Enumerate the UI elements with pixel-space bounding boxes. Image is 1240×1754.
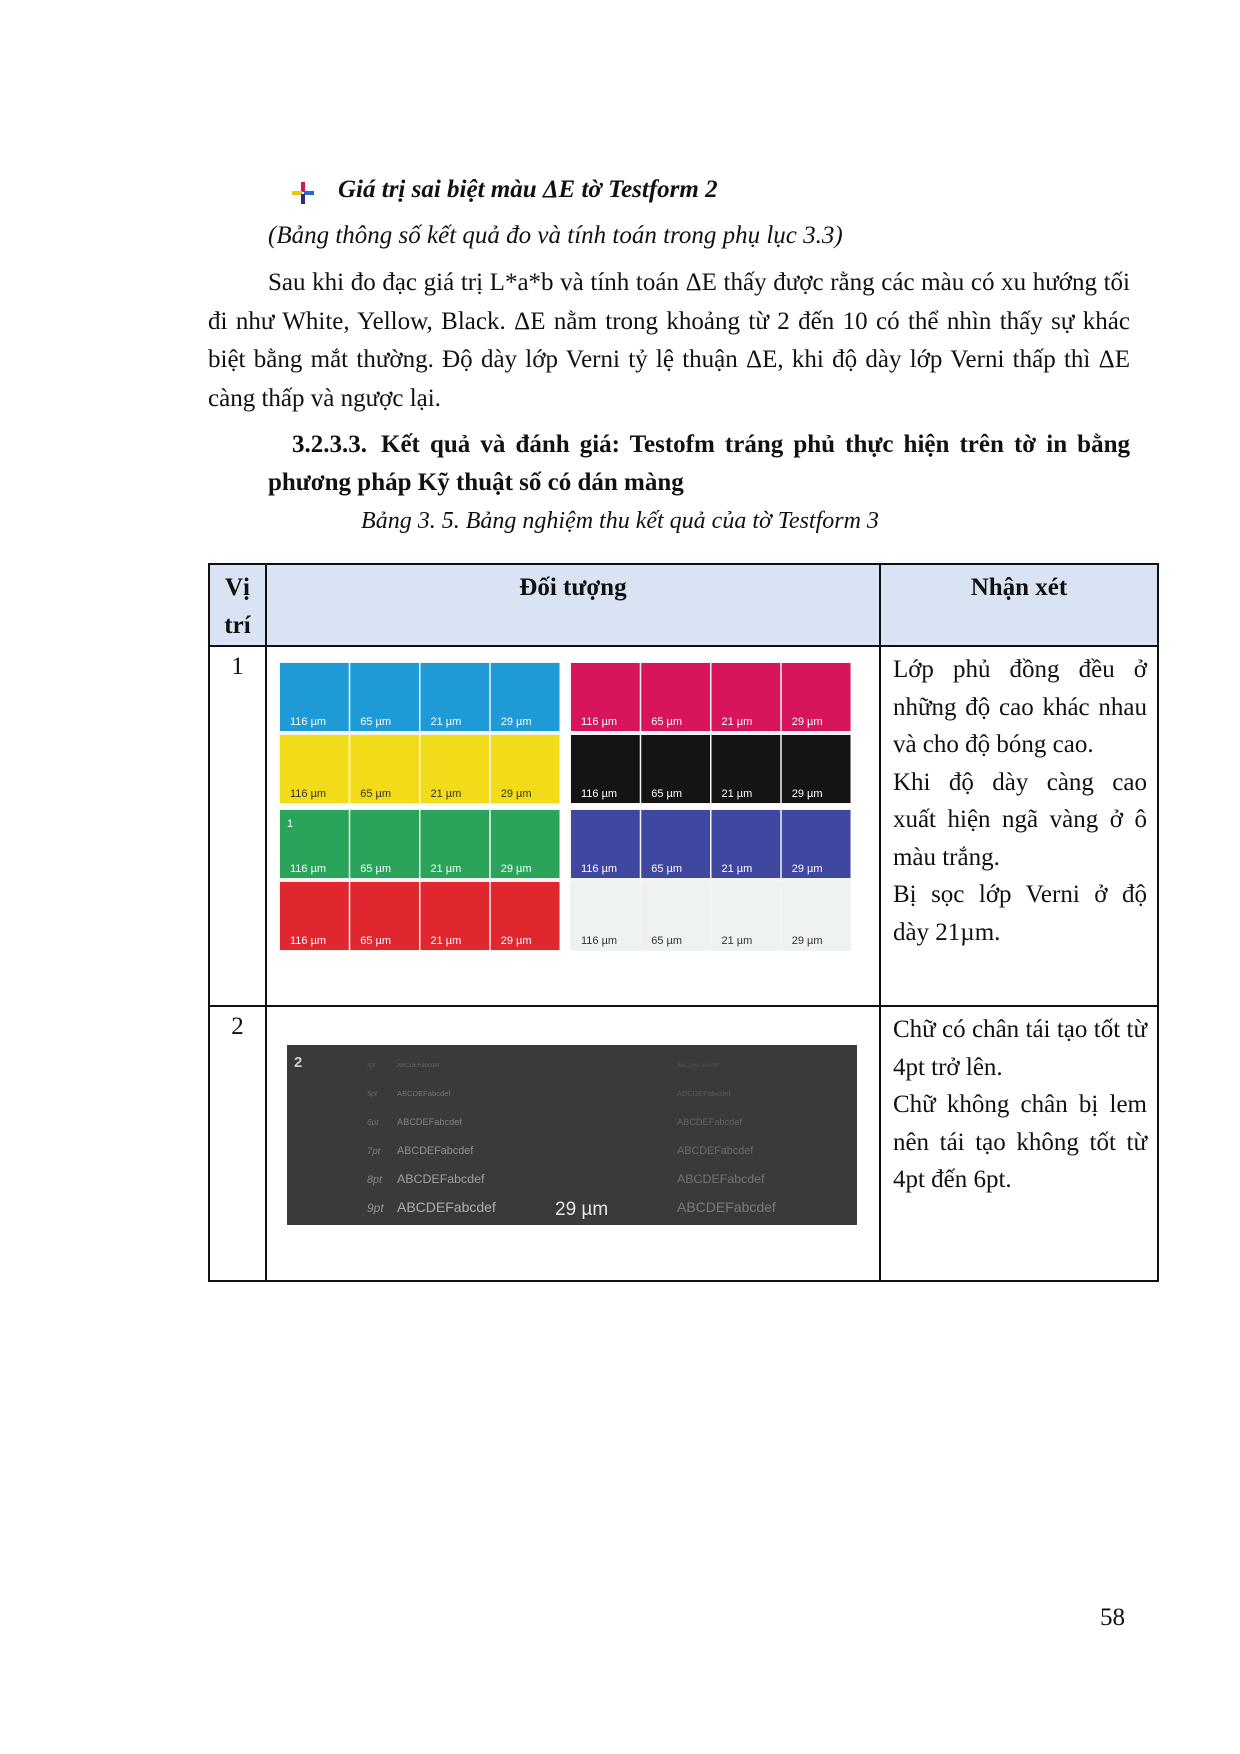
section-heading: Giá trị sai biệt màu ΔE tờ Testform 2 <box>338 176 718 203</box>
sans-sample-text: ABCDEFabcdef <box>396 1117 462 1127</box>
thickness-label: 21 µm <box>430 788 462 800</box>
table-row <box>209 646 1158 1006</box>
thickness-label: 29 µm <box>791 788 823 800</box>
thickness-label: 65 µm <box>651 935 682 947</box>
serif-sample-text: ABCDEFabcdef <box>676 1117 742 1127</box>
row-position: 1 <box>209 646 266 1006</box>
thickness-label: 21 µm <box>721 716 753 728</box>
thickness-label: 65 µm <box>651 716 682 728</box>
color-panel <box>279 662 560 804</box>
row-remark <box>880 1006 1158 1281</box>
thickness-label: 29 µm <box>791 716 823 728</box>
remark-line: Bị sọc lớp Verni ở độ dày 21µm. <box>892 881 1147 946</box>
thickness-label: 29 µm <box>500 716 532 728</box>
serif-sample-text: ABCDEFabcdef <box>676 1145 754 1157</box>
header-position: Vị trí <box>209 564 266 646</box>
thickness-label: 29 µm <box>791 935 823 947</box>
header-remark: Nhận xét <box>880 564 1158 646</box>
thickness-label: 116 µm <box>289 716 327 728</box>
remark-line: Khi độ dày càng cao xuất hiện ngã vàng ở ô màu trắng. <box>892 768 1147 871</box>
thickness-label: 29 µm <box>791 863 823 875</box>
thickness-label: 21 µm <box>430 863 462 875</box>
thickness-label: 21 µm <box>430 716 462 728</box>
sans-sample-text: ABCDEFabcdef <box>396 1145 474 1157</box>
reference-note: (Bảng thông số kết quả đo và tính toán trong phụ lục 3.3) <box>268 222 843 249</box>
color-panel <box>570 809 851 951</box>
color-panel <box>570 662 851 804</box>
header-object: Đối tượng <box>266 564 880 646</box>
text-sample-photo <box>267 1007 879 1273</box>
body-paragraph: Sau khi đo đạc giá trị L*a*b và tính toán ΔE thấy được rằng các màu có xu hướng tối đi như White, Yellow, Black. ΔE nằm trong khoảng từ 2 đến 10 có thể nhìn thấy sự khác biệt bằng mắt thường. Độ dày lớp Verni tỷ lệ thuận ΔE, khi độ dày lớp Verni thấp thì ΔE càng thấp và ngược lại. <box>208 269 1130 412</box>
thickness-label: 65 µm <box>360 863 391 875</box>
thickness-label: 65 µm <box>360 935 391 947</box>
point-size-label: 7pt <box>366 1146 381 1157</box>
sans-sample-text: ABCDEFabcdef <box>396 1199 496 1215</box>
thickness-label: 21 µm <box>430 935 462 947</box>
serif-sample-text: ABCDEFabcdef <box>676 1199 776 1215</box>
thickness-label: 116 µm <box>289 863 327 875</box>
thickness-label: 21 µm <box>721 788 753 800</box>
thickness-label: 29 µm <box>500 788 532 800</box>
serif-sample-text: ABCDEFabcdef <box>676 1089 731 1098</box>
row-position: 2 <box>209 1006 266 1281</box>
remark-line: Chữ có chân tái tạo tốt từ 4pt trở lên. <box>892 1016 1147 1081</box>
thickness-label: 116 µm <box>289 935 327 947</box>
object-photo-cell <box>266 1006 880 1281</box>
panel-mark: 1 <box>286 818 294 830</box>
photo-background <box>287 1045 857 1225</box>
thickness-label: 65 µm <box>651 788 682 800</box>
thickness-label: 116 µm <box>580 788 618 800</box>
thickness-label: 116 µm <box>289 788 327 800</box>
color-panel <box>279 809 560 951</box>
thickness-label: 65 µm <box>651 863 682 875</box>
point-size-label: 9pt <box>366 1201 384 1215</box>
table-caption: Bảng 3. 5. Bảng nghiệm thu kết quả của tờ Testform 3 <box>361 508 879 534</box>
table-row <box>209 1006 1158 1281</box>
point-size-label: 8pt <box>366 1174 382 1186</box>
thickness-label: 116 µm <box>580 863 618 875</box>
point-size-label: 5pt <box>366 1089 377 1098</box>
thickness-label: 65 µm <box>360 716 391 728</box>
panel-mark: 2 <box>293 1054 303 1071</box>
object-photo-cell <box>266 646 880 1006</box>
thickness-label: 29 µm <box>500 863 532 875</box>
sans-sample-text: ABCDEFabcdef <box>396 1089 451 1098</box>
table-header-row <box>209 564 1158 646</box>
thickness-label: 65 µm <box>360 788 391 800</box>
four-color-bullet-icon <box>292 182 314 204</box>
color-patch-photo <box>267 647 879 998</box>
serif-sample-text: ABCDEFabcdef <box>676 1063 720 1069</box>
remark-line: Chữ không chân bị lem nên tái tạo không tốt từ 4pt đến 6pt. <box>892 1091 1147 1193</box>
point-size-label: 4pt <box>366 1063 376 1069</box>
page-number: 58 <box>1100 1604 1125 1631</box>
thickness-label: 21 µm <box>721 935 753 947</box>
thickness-label: 116 µm <box>580 716 618 728</box>
point-size-label: 6pt <box>366 1117 379 1127</box>
sans-sample-text: ABCDEFabcdef <box>396 1063 440 1069</box>
thickness-label: 29 µm <box>554 1199 609 1220</box>
thickness-label: 21 µm <box>721 863 753 875</box>
subsection-number: 3.2.3.3. <box>292 431 367 458</box>
subsection-title: 3.2.3.3. Kết quả và đánh giá: Testofm tráng phủ thực hiện trên tờ in bằng phương pháp Kỹ thuật số có dán màng <box>268 431 1130 496</box>
row-remark <box>880 646 1158 1006</box>
thickness-label: 29 µm <box>500 935 532 947</box>
sans-sample-text: ABCDEFabcdef <box>396 1172 485 1186</box>
remark-line: Lớp phủ đồng đều ở những độ cao khác nhau và cho độ bóng cao. <box>892 656 1147 758</box>
serif-sample-text: ABCDEFabcdef <box>676 1172 765 1186</box>
thickness-label: 116 µm <box>580 935 618 947</box>
result-table <box>208 563 1159 1282</box>
